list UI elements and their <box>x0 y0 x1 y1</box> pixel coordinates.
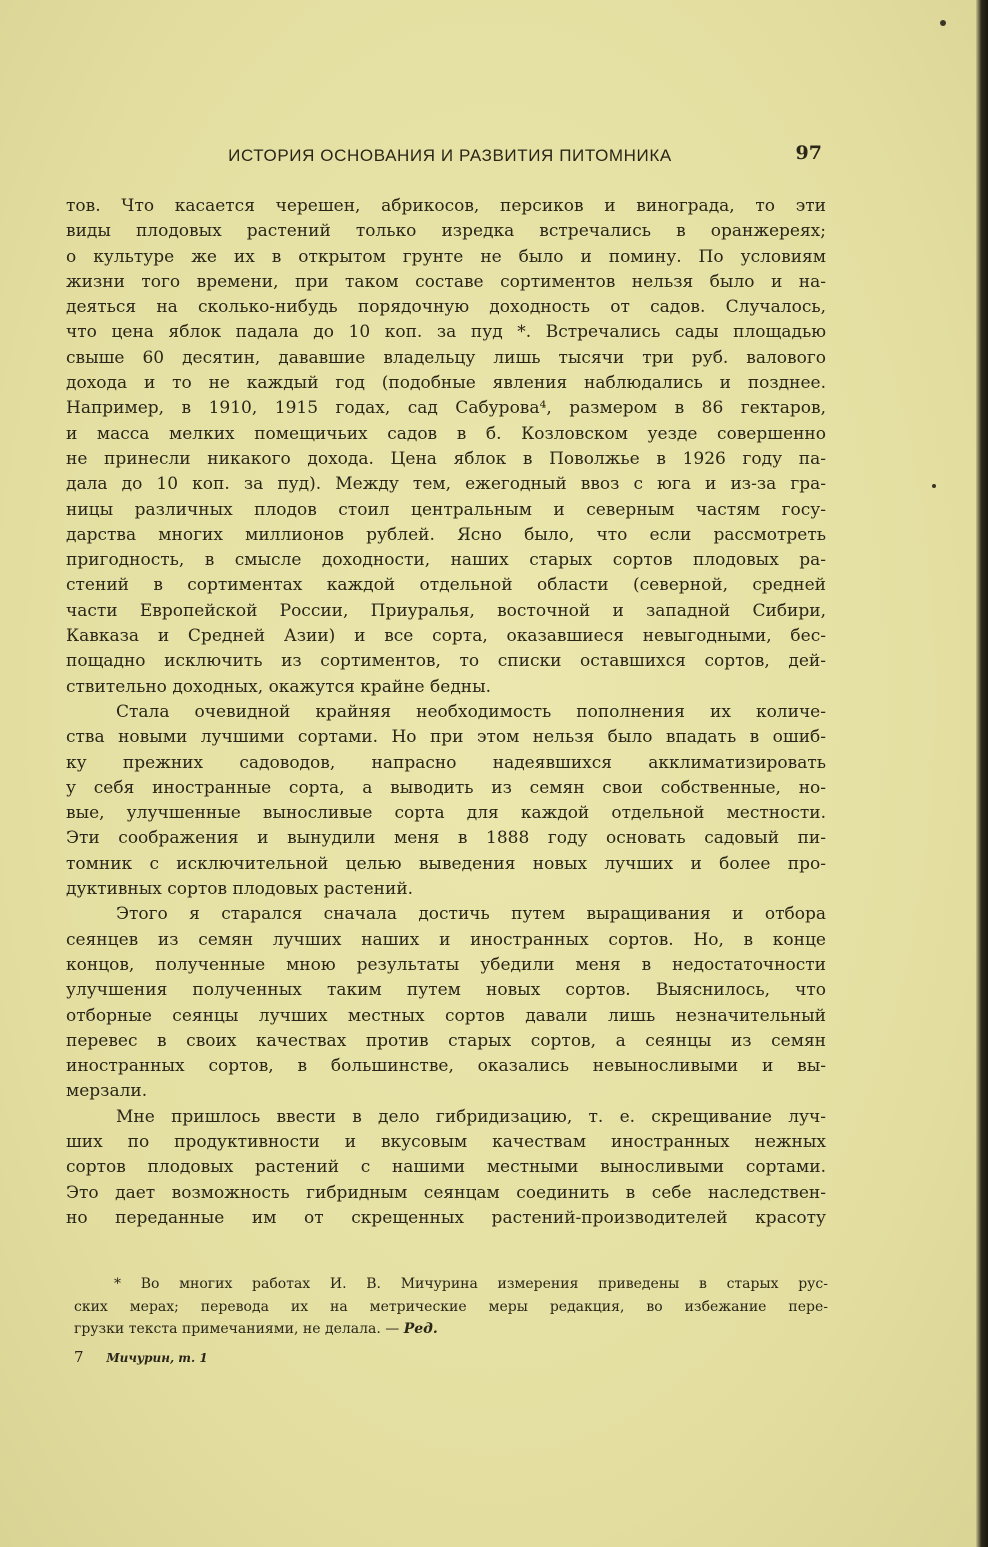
text-line: сеянцев из семян лучших наших и иностранных сортов. Но, в конце <box>66 929 826 950</box>
text-line: стений в сортиментах каждой отдельной области (северной, средней <box>66 575 826 596</box>
editor-mark: Ред. <box>403 1321 438 1337</box>
text-line: о культуре же их в открытом грунте не было и помину. По условиям <box>66 246 826 267</box>
text-line: жизни того времени, при таком составе сортиментов нельзя было и на- <box>66 271 826 292</box>
text-line: у себя иностранные сорта, а выводить из семян свои собственные, но- <box>66 777 826 798</box>
text-line: сортов плодовых растений с нашими местными выносливыми сортами. <box>66 1157 826 1178</box>
text-line: пощадно исключить из сортиментов, то списки оставшихся сортов, дей- <box>66 651 826 672</box>
page-number: 97 <box>795 142 822 164</box>
footnote-line <box>74 1318 828 1341</box>
body-text <box>66 194 826 1231</box>
text-line: деяться на сколько-нибудь порядочную доходность от садов. Случалось, <box>66 297 826 318</box>
text-line: свыше 60 десятин, дававшие владельцу лишь тысячи три руб. валового <box>66 347 826 368</box>
text-line: но переданные им от скрещенных растений-производителей красоту <box>66 1207 826 1228</box>
text-line: дохода и то не каждый год (подобные явления наблюдались и позднее. <box>66 373 826 394</box>
ink-speck <box>932 484 936 488</box>
text-line: дуктивных сортов плодовых растений. <box>66 879 414 900</box>
text-line: перевес в своих качествах против старых сортов, а сеянцы из семян <box>66 1030 826 1051</box>
text-line: Мне пришлось ввести в дело гибридизацию, т. е. скрещивание луч- <box>116 1106 826 1127</box>
text-line: ницы различных плодов стоил центральным и северным частям госу- <box>66 499 826 520</box>
text-line: дала до 10 коп. за пуд). Между тем, ежегодный ввоз с юга и из-за гра- <box>66 474 826 495</box>
signature-text: Мичурин, т. 1 <box>106 1351 208 1365</box>
text-line: части Европейской России, Приуралья, восточной и западной Сибири, <box>66 600 826 621</box>
text-line: иностранных сортов, в большинстве, оказались невыносливыми и вы- <box>66 1056 826 1077</box>
printer-signature <box>74 1348 208 1366</box>
text-line: Стала очевидной крайняя необходимость пополнения их количе- <box>116 701 826 722</box>
text-line: мерзали. <box>66 1081 148 1102</box>
text-line: Кавказа и Средней Азии) и все сорта, оказавшиеся невыгодными, бес- <box>66 626 826 647</box>
text-line: виды плодовых растений только изредка встречались в оранжереях; <box>66 221 826 242</box>
text-line: дарства многих миллионов рублей. Ясно было, что если рассмотреть <box>66 524 826 545</box>
text-line: Это дает возможность гибридным сеянцам соединить в себе наследствен- <box>66 1182 826 1203</box>
text-line: тов. Что касается черешен, абрикосов, персиков и винограда, то эти <box>66 196 826 216</box>
text-line: ствительно доходных, окажутся крайне бедны. <box>66 676 492 697</box>
ink-speck <box>940 20 946 26</box>
text-line: что цена яблок падала до 10 коп. за пуд *. Встречались сады площадью <box>66 322 826 343</box>
sheet-number: 7 <box>74 1348 84 1366</box>
text-line: ших по продуктивности и вкусовым качествам иностранных нежных <box>66 1131 826 1152</box>
text-line: отборные сеянцы лучших местных сортов давали лишь незначительный <box>66 1005 826 1026</box>
text-line: ку прежних садоводов, напрасно надеявшихся акклиматизировать <box>66 752 826 773</box>
footnote-text: грузки текста примечаниями, не делала. — <box>74 1321 400 1337</box>
footnote <box>74 1273 828 1341</box>
text-line: не принесли никакого дохода. Цена яблок в Поволжье в 1926 году па- <box>66 448 826 469</box>
text-line: Этого я старался сначала достичь путем выращивания и отбора <box>116 904 826 925</box>
text-line: вые, улучшенные выносливые сорта для каждой отдельной местности. <box>66 803 826 824</box>
running-title: ИСТОРИЯ ОСНОВАНИЯ И РАЗВИТИЯ ПИТОМНИКА <box>228 146 672 165</box>
page-scan-edge <box>976 0 988 1547</box>
footnote-line: * Во многих работах И. В. Мичурина измерения приведены в старых рус- <box>114 1276 828 1292</box>
text-line: пригодность, в смысле доходности, наших старых сортов плодовых ра- <box>66 550 826 571</box>
text-line: Эти соображения и вынудили меня в 1888 году основать садовый пи- <box>66 828 826 849</box>
text-line: улучшения полученных таким путем новых сортов. Выяснилось, что <box>66 980 826 1001</box>
text-line: ства новыми лучшими сортами. Но при этом нельзя было впадать в ошиб- <box>66 727 826 748</box>
footnote-line: ских мерах; перевода их на метрические меры редакция, во избежание пере- <box>74 1298 828 1315</box>
text-line: концов, полученные мною результаты убедили меня в недостаточности <box>66 954 826 975</box>
text-line: Например, в 1910, 1915 годах, сад Сабурова⁴, размером в 86 гектаров, <box>66 398 826 419</box>
page-header <box>74 142 826 168</box>
text-line: и масса мелких помещичьих садов в б. Козловском уезде совершенно <box>66 423 826 444</box>
text-line: томник с исключительной целью выведения новых лучших и более про- <box>66 853 826 874</box>
